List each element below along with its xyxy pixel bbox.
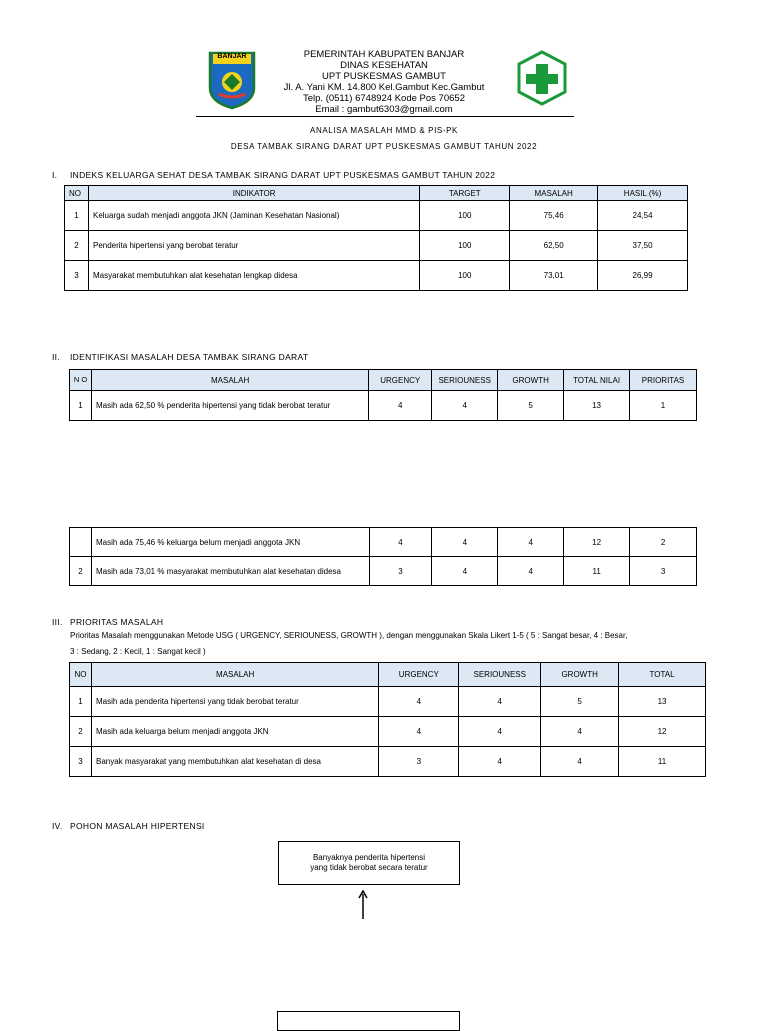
- col-header: URGENCY: [369, 370, 432, 391]
- table-row: 3 Banyak masyarakat yang membutuhkan alat kesehatan di desa 3 4 4 11: [70, 747, 706, 777]
- problem-identification-table-continued: [69, 527, 697, 586]
- table-row: 3 Masyarakat membutuhkan alat kesehatan lengkap didesa 100 73,01 26,99: [65, 261, 688, 291]
- document-subtitle: DESA TAMBAK SIRANG DARAT UPT PUSKESMAS GAMBUT TAHUN 2022: [230, 142, 538, 151]
- document-title: ANALISA MASALAH MMD & PIS-PK: [310, 126, 458, 135]
- col-header: TARGET: [420, 186, 510, 201]
- col-header: GROWTH: [498, 370, 564, 391]
- col-header: NO: [65, 186, 89, 201]
- up-arrow-icon: [356, 890, 370, 920]
- table-row: 2 Penderita hipertensi yang berobat teratur 100 62,50 37,50: [65, 231, 688, 261]
- section-3-heading: III. PRIORITAS MASALAH: [52, 617, 164, 627]
- col-header: PRIORITAS: [630, 370, 697, 391]
- col-header: INDIKATOR: [88, 186, 419, 201]
- col-header: TOTAL NILAI: [564, 370, 630, 391]
- section-4-heading: IV. POHON MASALAH HIPERTENSI: [52, 821, 205, 831]
- col-header: MASALAH: [510, 186, 598, 201]
- problem-identification-table: [69, 369, 697, 421]
- col-header: TOTAL: [619, 663, 706, 687]
- col-header: GROWTH: [541, 663, 619, 687]
- col-header: SERIOUNESS: [459, 663, 541, 687]
- problem-priority-table: [69, 662, 706, 777]
- header-government: PEMERINTAH KABUPATEN BANJAR: [303, 49, 465, 60]
- prioritization-description: Prioritas Masalah menggunakan Metode USG ( URGENCY, SERIOUNESS, GROWTH ), dengan menggunakan Skala Likert 1-5 ( 5 : Sangat besar, 4 : Besar, 3 : Sedang, 2 : Kecil, 1 : Sangat kecil ): [70, 631, 628, 656]
- table-row: Masih ada 75,46 % keluarga belum menjadi anggota JKN 4 4 4 12 2: [70, 528, 697, 557]
- col-header: HASIL (%): [598, 186, 688, 201]
- col-header: MASALAH: [91, 370, 368, 391]
- table-row: 2 Masih ada 73,01 % masyarakat membutuhkan alat kesehatan didesa 3 4 4 11 3: [70, 557, 697, 586]
- col-header: N O: [70, 370, 92, 391]
- section-2-heading: II. IDENTIFIKASI MASALAH DESA TAMBAK SIRANG DARAT: [52, 352, 309, 362]
- section-1-heading: I. INDEKS KELUARGA SEHAT DESA TAMBAK SIRANG DARAT UPT PUSKESMAS GAMBUT TAHUN 2022: [52, 170, 496, 180]
- health-index-table: [64, 185, 688, 291]
- header-address: Jl. A. Yani KM. 14.800 Kel.Gambut Kec.Gambut: [283, 82, 485, 93]
- col-header: MASALAH: [91, 663, 378, 687]
- emblem-label: BANJAR: [217, 53, 247, 60]
- table-row: 2 Masih ada keluarga belum menjadi anggota JKN 4 4 4 12: [70, 717, 706, 747]
- header-department: DINAS KESEHATAN: [340, 60, 428, 71]
- problem-tree-box-top: Banyaknya penderita hipertensi yang tidak berobat secara teratur: [278, 841, 460, 885]
- header-email: Email : gambut6303@gmail.com: [315, 104, 453, 115]
- col-header: SERIOUNESS: [432, 370, 498, 391]
- col-header: NO: [70, 663, 92, 687]
- table-row: 1 Masih ada penderita hipertensi yang tidak berobat teratur 4 4 5 13: [70, 687, 706, 717]
- problem-tree-box-bottom: [277, 1011, 460, 1031]
- header-phone: Telp. (0511) 6748924 Kode Pos 70652: [303, 93, 465, 104]
- table-row: 1 Keluarga sudah menjadi anggota JKN (Jaminan Kesehatan Nasional) 100 75,46 24,54: [65, 201, 688, 231]
- col-header: URGENCY: [379, 663, 459, 687]
- table-row: 1 Masih ada 62,50 % penderita hipertensi yang tidak berobat teratur 4 4 5 13 1: [70, 391, 697, 421]
- header-puskesmas: UPT PUSKESMAS GAMBUT: [322, 71, 446, 82]
- header-divider: [196, 116, 574, 117]
